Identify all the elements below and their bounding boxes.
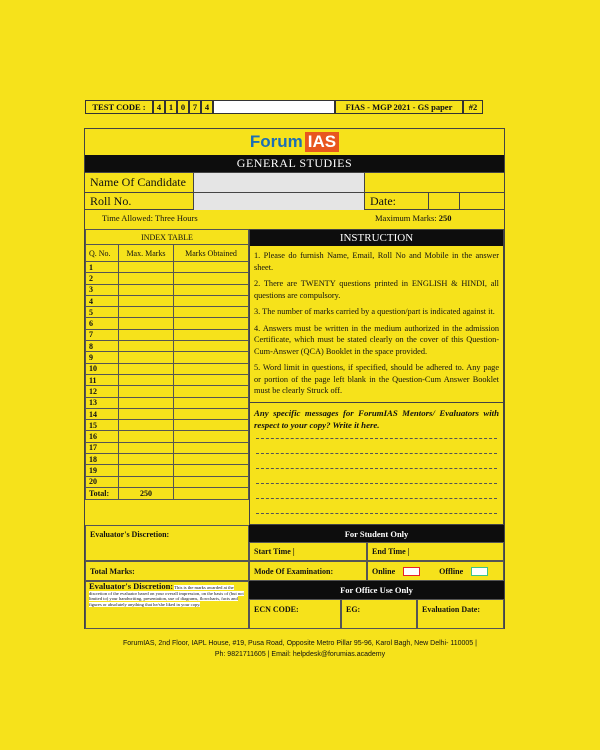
marks-obtained-cell[interactable] (174, 476, 249, 487)
logo-ias-text: IAS (305, 132, 339, 152)
footer (60, 638, 540, 660)
mentor-message-prompt: Any specific messages for ForumIAS Mentors/ Evaluators with respect to your copy? Write it here. (250, 402, 503, 431)
test-code-digit: 4 (153, 100, 165, 114)
index-table-row (86, 284, 249, 295)
index-table-row (86, 431, 249, 442)
question-number: 4 (86, 295, 119, 306)
roll-row (85, 192, 504, 210)
marks-obtained-cell[interactable] (174, 262, 249, 273)
question-number: 10 (86, 363, 119, 374)
test-code-digit: 4 (201, 100, 213, 114)
office-use-title: For Office Use Only (249, 581, 504, 599)
max-marks-value: 250 (438, 213, 452, 223)
name-row (85, 172, 504, 192)
index-table-row (86, 386, 249, 397)
index-table-row (86, 420, 249, 431)
col-q-no: Q. No. (86, 245, 119, 262)
discretion-title: Evaluator's Discretion: (89, 581, 174, 591)
max-marks-cell[interactable] (119, 307, 174, 318)
evaluation-date-field: Evaluation Date: (417, 599, 504, 629)
question-number: 8 (86, 341, 119, 352)
marks-obtained-cell[interactable] (174, 374, 249, 385)
time-allowed: Time Allowed: Three Hours (102, 213, 198, 223)
test-code-digit: 0 (177, 100, 189, 114)
start-time-field[interactable]: Start Time | (249, 542, 367, 561)
index-table-row (86, 454, 249, 465)
index-table-row (86, 442, 249, 453)
instruction-item: 2. There are TWENTY questions printed in ENGLISH & HINDI, all questions are compulsory. (254, 279, 499, 300)
discretion-note: This is the marks awarded at the discretion of the evaluator based on your overall impression, on the basis of (but not limited to) your handwriting, presentation, use of diagrams, flowcharts, facts and figures or absolutely anything that he/she liked in your copy. (89, 585, 244, 607)
marks-obtained-cell[interactable] (174, 363, 249, 374)
mode-label: Mode Of Examination: (249, 561, 367, 581)
max-marks-cell[interactable] (119, 476, 174, 487)
mode-options (367, 561, 504, 581)
max-marks-cell[interactable] (119, 318, 174, 329)
logo-forum-text: Forum (249, 132, 303, 151)
col-max-marks: Max. Marks (119, 245, 174, 262)
instruction-panel (249, 229, 504, 525)
question-number: 1 (86, 262, 119, 273)
marks-obtained-cell[interactable] (174, 408, 249, 419)
question-number: 3 (86, 284, 119, 295)
marks-obtained-cell[interactable] (174, 318, 249, 329)
max-marks-cell[interactable] (119, 295, 174, 306)
question-number: 20 (86, 476, 119, 487)
max-marks-cell[interactable] (119, 352, 174, 363)
max-marks-cell[interactable] (119, 465, 174, 476)
total-value: 250 (119, 487, 174, 499)
index-table-row (86, 273, 249, 284)
instruction-item: 4. Answers must be written in the medium authorized in the admission Certificate, which must be stated clearly on the cover of this Question-Cum-Answer (QCA) Booklet in the space provided. (254, 323, 499, 356)
date-field[interactable] (428, 193, 459, 210)
test-code-digit: 7 (189, 100, 201, 114)
name-field-extra[interactable] (364, 173, 504, 192)
online-label: Online (372, 566, 396, 576)
name-label: Name Of Candidate (90, 175, 186, 189)
marks-obtained-cell[interactable] (174, 465, 249, 476)
paper-name: FIAS - MGP 2021 - GS paper (335, 100, 463, 114)
roll-label: Roll No. (90, 193, 132, 208)
index-table-row (86, 465, 249, 476)
index-table-row (86, 341, 249, 352)
total-label: Total: (86, 487, 119, 499)
index-table-row (86, 476, 249, 487)
forumias-logo (250, 132, 339, 152)
max-marks-cell[interactable] (119, 273, 174, 284)
instruction-item: 3. The number of marks carried by a question/part is indicated against it. (254, 307, 495, 316)
index-table-row (86, 318, 249, 329)
eg-field: EG: (341, 599, 417, 629)
footer-address: ForumIAS, 2nd Floor, IAPL House, #19, Pusa Road, Opposite Metro Pillar 95-96, Karol Bagh, New Delhi- 110005 | (123, 640, 477, 647)
ecn-code-field: ECN CODE: (249, 599, 341, 629)
instruction-title: INSTRUCTION (250, 230, 503, 246)
index-table-row (86, 363, 249, 374)
question-number: 12 (86, 386, 119, 397)
evaluator-discretion-label: Evaluator's Discretion: (85, 525, 249, 561)
max-marks-cell[interactable] (119, 341, 174, 352)
date-field-extra[interactable] (459, 193, 504, 210)
marks-obtained-cell[interactable] (174, 420, 249, 431)
marks-obtained-cell[interactable] (174, 284, 249, 295)
test-code-label: TEST CODE : (85, 100, 153, 114)
max-marks-cell[interactable] (119, 431, 174, 442)
test-code-digit: 1 (165, 100, 177, 114)
marks-obtained-cell[interactable] (174, 386, 249, 397)
max-marks-cell[interactable] (119, 408, 174, 419)
max-marks-cell[interactable] (119, 442, 174, 453)
question-number: 14 (86, 408, 119, 419)
question-number: 13 (86, 397, 119, 408)
footer-contact: Ph: 9821711605 | Email: helpdesk@forumias.academy (214, 651, 386, 658)
student-only-title: For Student Only (249, 525, 504, 542)
marks-obtained-cell[interactable] (174, 352, 249, 363)
question-number: 2 (86, 273, 119, 284)
index-table-row (86, 408, 249, 419)
max-marks-cell[interactable] (119, 262, 174, 273)
index-table-row (86, 374, 249, 385)
max-marks-label: Maximum Marks: (375, 213, 437, 223)
page-title: GENERAL STUDIES (85, 155, 504, 172)
logo-row (85, 129, 504, 155)
index-table-title: INDEX TABLE (86, 230, 249, 245)
index-table-row (86, 295, 249, 306)
question-number: 19 (86, 465, 119, 476)
question-number: 5 (86, 307, 119, 318)
marks-obtained-cell[interactable] (174, 329, 249, 340)
question-number: 11 (86, 374, 119, 385)
roll-field[interactable] (193, 193, 364, 210)
max-marks-cell[interactable] (119, 284, 174, 295)
index-table-row (86, 352, 249, 363)
offline-checkbox[interactable] (471, 567, 488, 576)
marks-obtained-cell[interactable] (174, 397, 249, 408)
name-field[interactable] (193, 173, 364, 192)
maximum-marks (375, 213, 452, 223)
marks-obtained-cell[interactable] (174, 442, 249, 453)
marks-obtained-cell[interactable] (174, 431, 249, 442)
index-table-row (86, 307, 249, 318)
test-code-bar (85, 100, 505, 114)
marks-obtained-cell[interactable] (174, 295, 249, 306)
evaluator-discretion-note-box (85, 581, 249, 629)
instruction-list (250, 246, 503, 397)
max-marks-cell[interactable] (119, 363, 174, 374)
index-table-row (86, 397, 249, 408)
index-table-row (86, 262, 249, 273)
offline-label: Offline (439, 566, 464, 576)
end-time-field[interactable]: End Time | (367, 542, 504, 561)
max-marks-cell[interactable] (119, 386, 174, 397)
marks-obtained-cell[interactable] (174, 341, 249, 352)
paper-number: #2 (463, 100, 483, 114)
max-marks-cell[interactable] (119, 397, 174, 408)
instruction-item: 1. Please do furnish Name, Email, Roll No and Mobile in the answer sheet. (254, 251, 499, 272)
max-marks-cell[interactable] (119, 374, 174, 385)
max-marks-cell[interactable] (119, 420, 174, 431)
marks-obtained-cell[interactable] (174, 454, 249, 465)
max-marks-cell[interactable] (119, 454, 174, 465)
question-number: 9 (86, 352, 119, 363)
question-number: 7 (86, 329, 119, 340)
marks-obtained-cell[interactable] (174, 307, 249, 318)
max-marks-cell[interactable] (119, 329, 174, 340)
total-marks-label: Total Marks: (85, 561, 249, 581)
question-number: 17 (86, 442, 119, 453)
col-marks-obtained: Marks Obtained (174, 245, 249, 262)
question-number: 18 (86, 454, 119, 465)
question-number: 15 (86, 420, 119, 431)
instruction-item: 5. Word limit in questions, if specified, should be adhered to. Any page or portion of the page left blank in the Question-Cum Answer Booklet must be clearly Struck off. (254, 363, 499, 395)
question-number: 6 (86, 318, 119, 329)
question-number: 16 (86, 431, 119, 442)
index-table (85, 229, 249, 500)
index-table-row (86, 329, 249, 340)
test-code-blank-field[interactable] (213, 100, 335, 114)
online-checkbox[interactable] (403, 567, 420, 576)
message-lines[interactable] (250, 431, 503, 514)
total-obtained-cell[interactable] (174, 487, 249, 499)
date-label: Date: (364, 193, 428, 210)
marks-obtained-cell[interactable] (174, 273, 249, 284)
